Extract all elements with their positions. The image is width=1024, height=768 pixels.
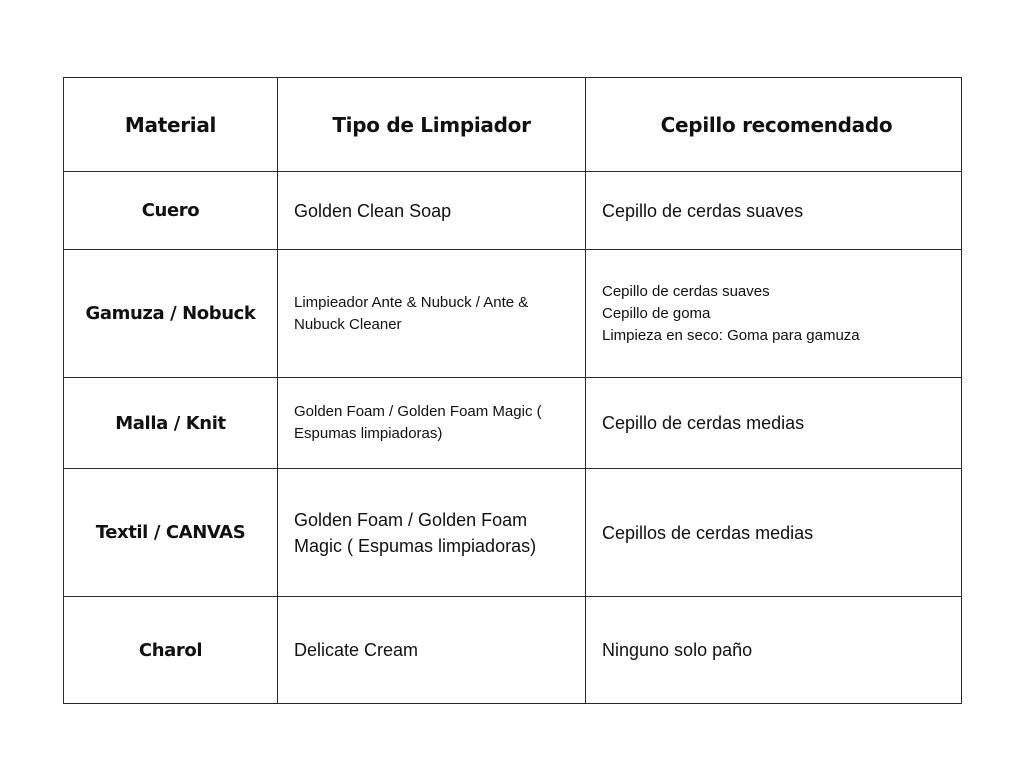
- cepillo-cell: [586, 172, 962, 250]
- material-cell: Gamuza / Nobuck: [64, 250, 278, 378]
- table-row: [64, 469, 962, 597]
- limpiador-cell: Golden Foam / Golden Foam Magic ( Espumas limpiadoras): [278, 378, 586, 469]
- cepillo-cell: [586, 250, 962, 378]
- header-tipo-limpiador: Tipo de Limpiador: [278, 78, 586, 172]
- limpiador-cell: Delicate Cream: [278, 597, 586, 704]
- material-cell: Malla / Knit: [64, 378, 278, 469]
- table-row: [64, 378, 962, 469]
- limpiador-cell: Golden Foam / Golden Foam Magic ( Espumas limpiadoras): [278, 469, 586, 597]
- table-row: [64, 172, 962, 250]
- limpiador-cell: Golden Clean Soap: [278, 172, 586, 250]
- cepillo-line: Cepillo de cerdas suaves: [602, 200, 804, 221]
- header-material: Material: [64, 78, 278, 172]
- header-cepillo-recomendado: Cepillo recomendado: [586, 78, 962, 172]
- limpiador-cell: Limpieador Ante & Nubuck / Ante & Nubuck Cleaner: [278, 250, 586, 378]
- material-cell: Charol: [64, 597, 278, 704]
- cepillo-cell: [586, 469, 962, 597]
- header-row: [64, 78, 962, 172]
- cleaning-guide-table: [63, 77, 962, 704]
- cepillo-line: Cepillo de cerdas medias: [602, 413, 805, 433]
- material-cell: Cuero: [64, 172, 278, 250]
- cepillo-line: Limpieza en seco: Goma para gamuza: [602, 326, 860, 344]
- cepillo-cell: [586, 378, 962, 469]
- cepillo-line: Cepillo de goma: [602, 304, 711, 322]
- cepillo-cell: [586, 597, 962, 704]
- material-cell: Textil / CANVAS: [64, 469, 278, 597]
- cepillo-line: Ninguno solo paño: [602, 640, 753, 660]
- table-row: [64, 250, 962, 378]
- cepillo-line: Cepillos de cerdas medias: [602, 522, 814, 543]
- cepillo-line: Cepillo de cerdas suaves: [602, 282, 770, 300]
- table-row: [64, 597, 962, 704]
